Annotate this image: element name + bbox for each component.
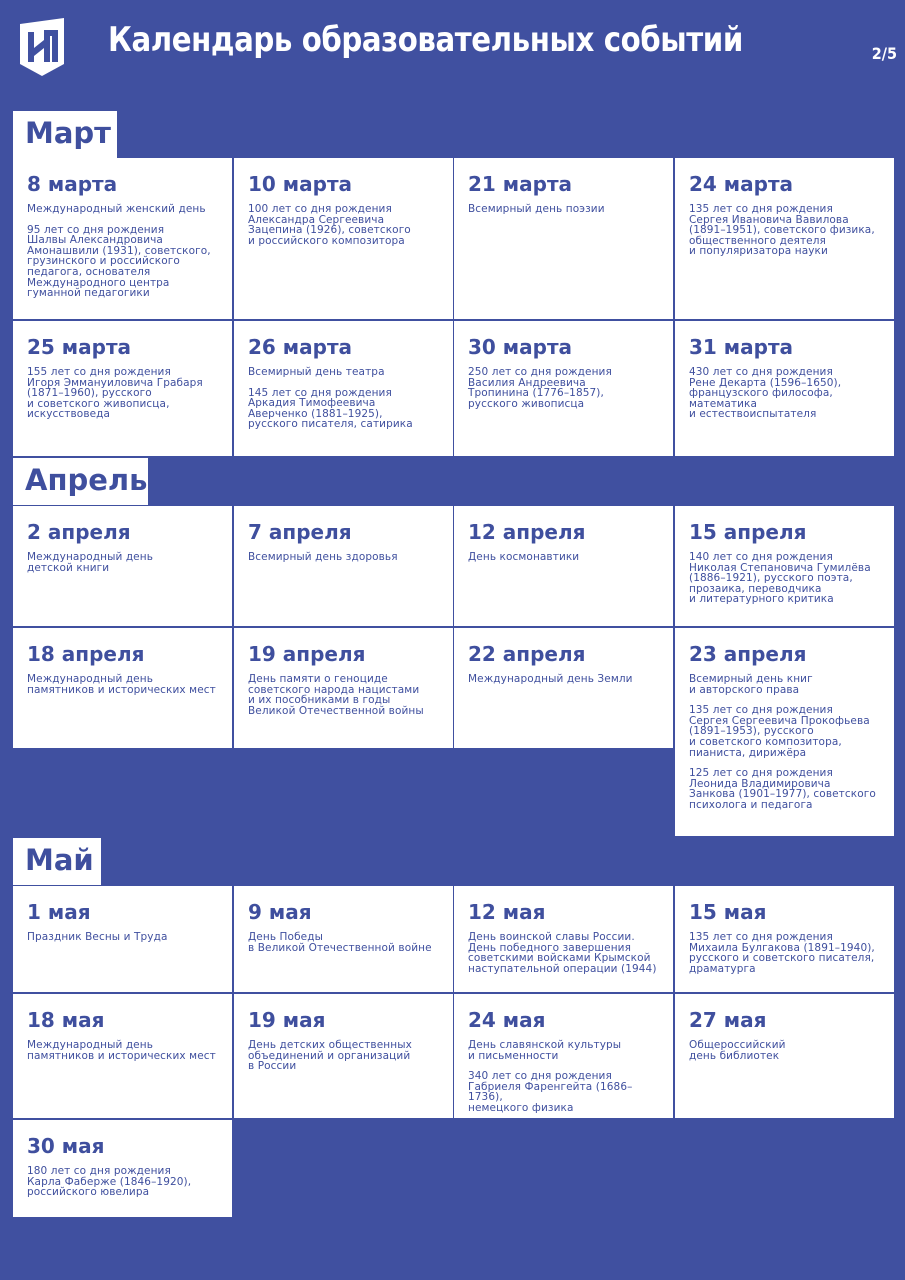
- calendar-cell: [675, 506, 894, 626]
- event-date: 2 апреля: [27, 520, 131, 544]
- event-description: Международный день памятников и исторических мест: [27, 673, 216, 696]
- event-date: 24 мая: [468, 1008, 546, 1032]
- calendar-cell: [13, 321, 232, 456]
- calendar-cell: [13, 628, 232, 748]
- month-label-march: Март: [13, 111, 117, 158]
- event-description: 180 лет со дня рождения Карла Фаберже (1846–1920), российского ювелира: [27, 1165, 192, 1199]
- calendar-cell: [234, 321, 453, 456]
- event-description: День славянской культуры и письменности: [468, 1039, 622, 1062]
- calendar-cell: [675, 628, 894, 836]
- event-date: 18 мая: [27, 1008, 105, 1032]
- calendar-cell: [13, 994, 232, 1118]
- event-date: 25 марта: [27, 335, 132, 359]
- event-date: 21 марта: [468, 172, 573, 196]
- calendar-cell: [454, 886, 673, 992]
- page-number: 2/5: [871, 44, 897, 63]
- event-date: 1 мая: [27, 900, 91, 924]
- calendar-cell: [234, 886, 453, 992]
- calendar-cell: [675, 158, 894, 319]
- event-description: 125 лет со дня рождения Леонида Владимировича Занкова (1901–1977), советского психолога и педагога: [689, 767, 876, 811]
- calendar-cell: [675, 886, 894, 992]
- event-date: 12 мая: [468, 900, 546, 924]
- event-description: Всемирный день поэзии: [468, 203, 605, 215]
- event-description: День космонавтики: [468, 551, 580, 563]
- calendar-cell: [13, 158, 232, 319]
- event-date: 30 марта: [468, 335, 573, 359]
- event-date: 22 апреля: [468, 642, 586, 666]
- page-header: [0, 0, 905, 100]
- event-description: 95 лет со дня рождения Шалвы Александровича Амонашвили (1931), советского, грузинского и российского педагога, основателя Международного центра гуманной педагогики: [27, 223, 211, 300]
- calendar-cell: [675, 321, 894, 456]
- calendar-cell: [454, 506, 673, 626]
- event-description: 135 лет со дня рождения Сергея Сергеевича Прокофьева (1891–1953), русского и советского композитора, пианиста, дирижёра: [689, 704, 870, 759]
- event-description: 135 лет со дня рождения Михаила Булгакова (1891–1940), русского и советского писателя, драматурга: [689, 931, 875, 975]
- event-date: 15 мая: [689, 900, 767, 924]
- event-description: Праздник Весны и Труда: [27, 931, 168, 943]
- page-title: Календарь образовательных событий: [108, 20, 743, 60]
- calendar-cell: [454, 158, 673, 319]
- event-description: Всемирный день книг и авторского права: [689, 673, 813, 696]
- calendar-cell: [234, 506, 453, 626]
- event-date: 15 апреля: [689, 520, 807, 544]
- event-description: Международный женский день: [27, 203, 206, 215]
- event-description: 135 лет со дня рождения Сергея Ивановича Вавилова (1891–1951), советского физика, общественного деятеля и популяризатора науки: [689, 203, 875, 258]
- calendar-cell: [234, 628, 453, 748]
- calendar-cell: [454, 321, 673, 456]
- event-date: 30 мая: [27, 1134, 105, 1158]
- event-date: 24 марта: [689, 172, 794, 196]
- event-description: 430 лет со дня рождения Рене Декарта (1596–1650), французского философа, математика и естествоиспытателя: [689, 366, 842, 421]
- event-description: 145 лет со дня рождения Аркадия Тимофеевича Аверченко (1881–1925), русского писателя, сатирика: [248, 386, 413, 431]
- calendar-cell: [675, 994, 894, 1118]
- event-description: Общероссийский день библиотек: [689, 1039, 786, 1062]
- calendar-cell: [454, 628, 673, 748]
- event-description: Всемирный день театра: [248, 366, 385, 378]
- event-description: Всемирный день здоровья: [248, 551, 398, 563]
- event-date: 27 мая: [689, 1008, 767, 1032]
- event-date: 10 марта: [248, 172, 353, 196]
- calendar-cell: [234, 994, 453, 1118]
- calendar-cell: [454, 994, 673, 1118]
- publisher-logo-icon: [20, 18, 64, 76]
- event-date: 23 апреля: [689, 642, 807, 666]
- event-description: День памяти о геноциде советского народа нацистами и их пособниками в годы Великой Отечественной войны: [248, 673, 424, 717]
- event-date: 8 марта: [27, 172, 118, 196]
- event-description: День детских общественных объединений и организаций в России: [248, 1039, 412, 1073]
- event-description: Международный день детской книги: [27, 551, 153, 574]
- month-label-may: Май: [13, 838, 101, 885]
- calendar-cell: [13, 506, 232, 626]
- event-description: День Победы в Великой Отечественной войне: [248, 931, 432, 954]
- event-date: 18 апреля: [27, 642, 145, 666]
- event-description: Международный день Земли: [468, 673, 633, 685]
- event-description: 340 лет со дня рождения Габриеля Фаренгейта (1686–1736), немецкого физика: [468, 1070, 633, 1114]
- month-label-april: Апрель: [13, 458, 148, 505]
- calendar-cell: [13, 1120, 232, 1217]
- event-date: 19 апреля: [248, 642, 366, 666]
- event-date: 7 апреля: [248, 520, 352, 544]
- event-description: День воинской славы России. День победного завершения советскими войсками Крымской наступательной операции (1944): [468, 931, 657, 975]
- event-description: 100 лет со дня рождения Александра Сергеевича Зацепина (1926), советского и российского композитора: [248, 203, 411, 247]
- event-description: 140 лет со дня рождения Николая Степановича Гумилёва (1886–1921), русского поэта, прозаика, переводчика и литературного критика: [689, 551, 871, 606]
- event-description: Международный день памятников и исторических мест: [27, 1039, 216, 1062]
- event-date: 31 марта: [689, 335, 794, 359]
- event-date: 26 марта: [248, 335, 353, 359]
- calendar-cell: [234, 158, 453, 319]
- event-date: 12 апреля: [468, 520, 586, 544]
- event-description: 250 лет со дня рождения Василия Андреевича Тропинина (1776–1857), русского живописца: [468, 366, 612, 410]
- event-date: 19 мая: [248, 1008, 326, 1032]
- event-date: 9 мая: [248, 900, 312, 924]
- event-description: 155 лет со дня рождения Игоря Эммануиловича Грабаря (1871–1960), русского и советского живописца, искусствоведа: [27, 366, 203, 421]
- calendar-cell: [13, 886, 232, 992]
